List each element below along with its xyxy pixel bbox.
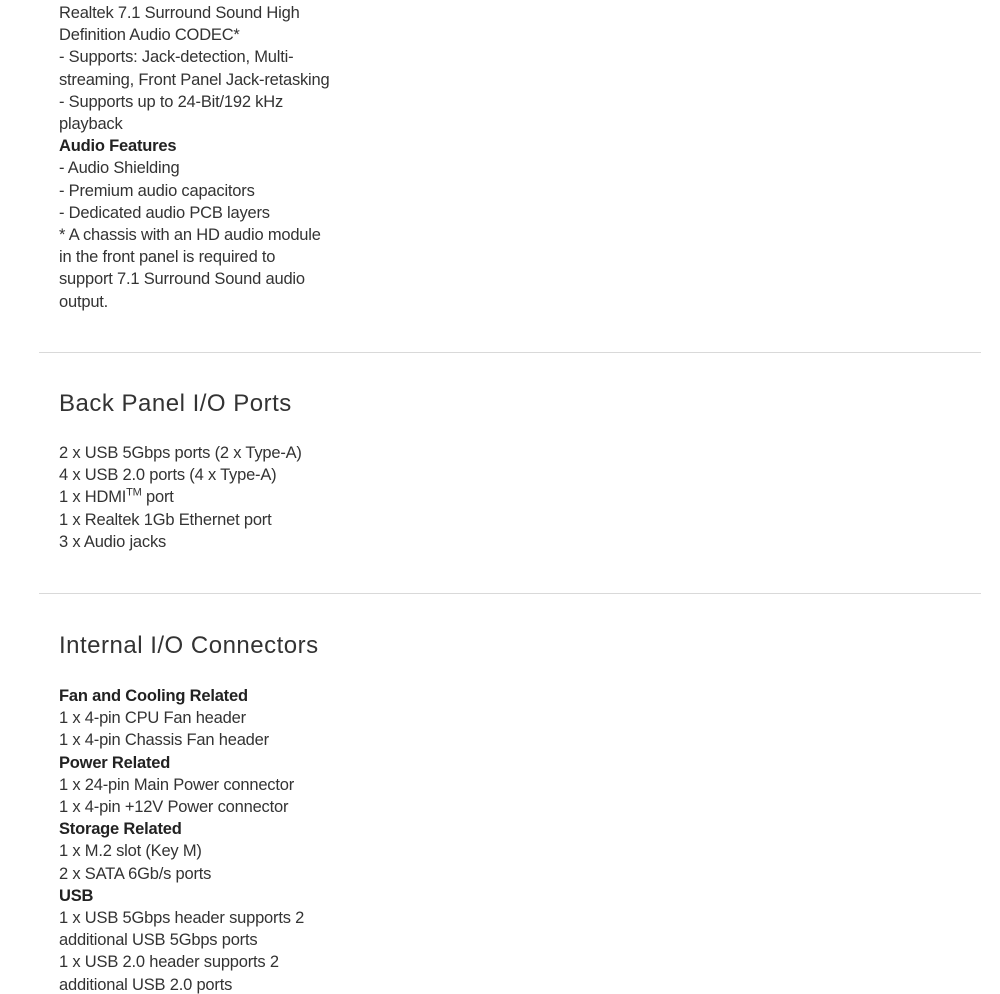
- audio-feature-line: - Dedicated audio PCB layers: [59, 203, 270, 222]
- power-line: 1 x 4-pin +12V Power connector: [59, 798, 289, 817]
- usb-line: additional USB 5Gbps ports: [59, 931, 258, 950]
- audio-footnote-line: * A chassis with an HD audio module: [59, 226, 321, 245]
- storage-heading: Storage Related: [59, 820, 182, 839]
- audio-features-heading: Audio Features: [59, 137, 177, 156]
- fan-heading: Fan and Cooling Related: [59, 687, 248, 705]
- audio-spec-block: [59, 2, 349, 313]
- back-panel-title: Back Panel I/O Ports: [59, 390, 292, 417]
- audio-line: streaming, Front Panel Jack-retasking: [59, 70, 330, 89]
- internal-io-title: Internal I/O Connectors: [59, 632, 319, 659]
- storage-line: 2 x SATA 6Gb/s ports: [59, 864, 212, 883]
- usb-line: 1 x USB 5Gbps header supports 2: [59, 909, 305, 928]
- audio-feature-line: - Premium audio capacitors: [59, 181, 255, 200]
- hdmi-suffix: port: [141, 488, 174, 507]
- back-panel-line: 2 x USB 5Gbps ports (2 x Type-A): [59, 444, 302, 462]
- audio-footnote-line: output.: [59, 292, 109, 311]
- usb-heading: USB: [59, 886, 94, 905]
- section-divider: [39, 352, 981, 353]
- audio-line: playback: [59, 115, 123, 134]
- fan-line: 1 x 4-pin Chassis Fan header: [59, 731, 269, 750]
- audio-line: Realtek 7.1 Surround Sound High: [59, 4, 300, 22]
- internal-io-spec-block: [59, 685, 349, 994]
- audio-line: - Supports up to 24-Bit/192 kHz: [59, 92, 284, 111]
- storage-line: 1 x M.2 slot (Key M): [59, 842, 202, 861]
- hdmi-prefix: 1 x HDMI: [59, 488, 127, 507]
- audio-footnote-line: support 7.1 Surround Sound audio: [59, 270, 305, 289]
- power-line: 1 x 24-pin Main Power connector: [59, 775, 295, 794]
- back-panel-spec-block: [59, 442, 349, 553]
- usb-line: 1 x USB 2.0 header supports 2: [59, 953, 279, 972]
- trademark-superscript: TM: [126, 486, 142, 499]
- audio-feature-line: - Audio Shielding: [59, 159, 180, 178]
- usb-line: additional USB 2.0 ports: [59, 975, 233, 994]
- power-heading: Power Related: [59, 753, 171, 772]
- audio-line: Definition Audio CODEC*: [59, 26, 240, 45]
- back-panel-line: 1 x Realtek 1Gb Ethernet port: [59, 510, 272, 529]
- section-divider: [39, 593, 981, 594]
- fan-line: 1 x 4-pin CPU Fan header: [59, 709, 246, 728]
- back-panel-line: 4 x USB 2.0 ports (4 x Type-A): [59, 466, 277, 485]
- audio-line: - Supports: Jack-detection, Multi-: [59, 48, 294, 67]
- back-panel-line: 3 x Audio jacks: [59, 532, 167, 551]
- back-panel-line: [59, 486, 349, 508]
- audio-footnote-line: in the front panel is required to: [59, 248, 276, 267]
